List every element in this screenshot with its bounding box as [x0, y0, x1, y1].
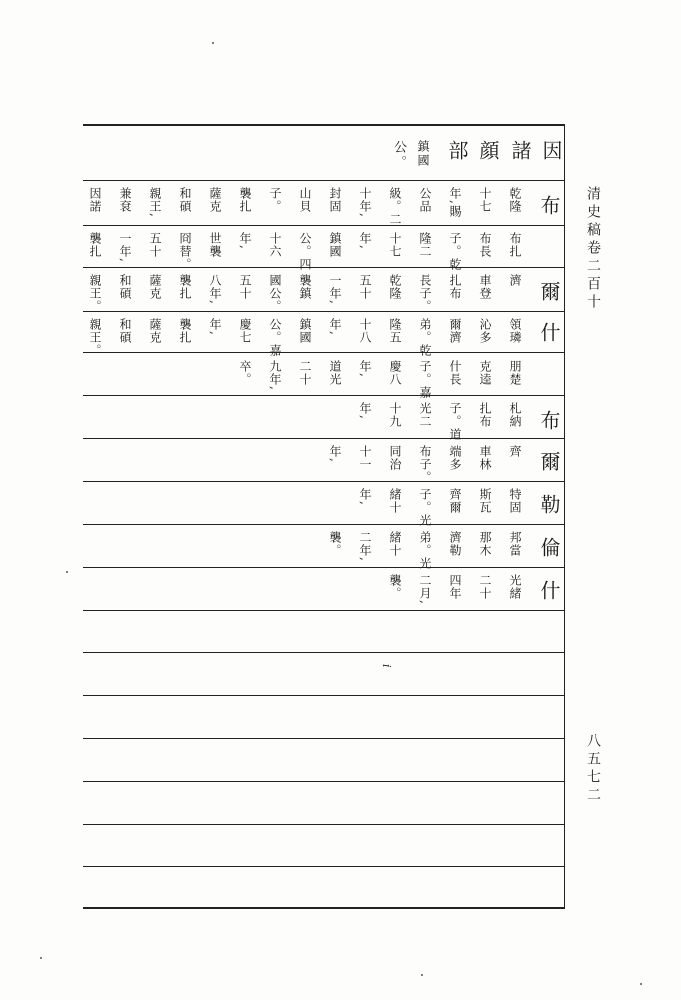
lower-cell: 二十	[478, 574, 492, 600]
lower-cell: 二月,	[418, 574, 432, 605]
title-char-3: 什	[537, 322, 561, 344]
grid-cell: 一年,	[328, 274, 342, 305]
top-rule	[83, 124, 565, 126]
lower-cell: 緒十	[388, 488, 402, 514]
grid-cell: 世襲	[208, 232, 222, 258]
grid-cell: 薩克	[208, 187, 222, 213]
grid-cell: 和碩	[178, 187, 192, 213]
grid-cell: 十年,	[358, 187, 372, 218]
lower-cell: 卒。	[238, 360, 252, 386]
lower-cell: 二年,	[358, 531, 372, 562]
speck	[212, 42, 214, 44]
stray-mark: i	[380, 664, 393, 670]
grid-cell: 和碩	[118, 318, 132, 344]
grid-cell: 十六	[268, 232, 282, 258]
speck	[421, 974, 423, 976]
rule-row14	[83, 738, 565, 739]
lower-cell: 十九	[388, 402, 402, 428]
page-number: 八五七二	[585, 733, 601, 805]
grid-cell: 因諾	[88, 187, 102, 213]
grid-cell: 爾濟	[448, 318, 462, 344]
lower-cell: 特固	[508, 488, 522, 514]
title-char-2: 爾	[537, 281, 561, 303]
bottom-rule	[83, 907, 565, 909]
grid-cell: 五十	[358, 274, 372, 300]
rule-row4	[83, 311, 565, 312]
lower-cell: 什長	[448, 360, 462, 386]
grid-cell: 五十	[238, 274, 252, 300]
grid-cell: 乾隆	[388, 274, 402, 300]
grid-cell: 級。二	[388, 187, 402, 226]
rule-row9	[83, 524, 565, 525]
title-char-5: 爾	[537, 451, 561, 473]
title-char-4: 布	[537, 410, 561, 432]
grid-cell: 親王,	[148, 187, 162, 218]
grid-cell: 沁多	[478, 318, 492, 344]
rule-row6	[83, 395, 565, 396]
title-char-8: 什	[537, 580, 561, 602]
lower-cell: 光緒	[508, 574, 522, 600]
grid-cell: 封固	[328, 187, 342, 213]
grid-cell: 子。	[268, 187, 282, 213]
grid-cell: 年,	[238, 232, 252, 250]
lower-cell: 九年,	[268, 360, 282, 391]
book-title: 清史稿卷二百十	[585, 186, 601, 312]
lower-cell: 扎布	[478, 402, 492, 428]
grid-cell: 十七	[388, 232, 402, 258]
lower-cell: 襲。	[388, 574, 402, 600]
lower-cell: 四年	[448, 574, 462, 600]
rule-row3	[83, 267, 565, 268]
lower-cell: 濟勒	[448, 531, 462, 557]
header-col-1: 因	[539, 140, 563, 162]
grid-cell: 和碩	[118, 274, 132, 300]
speck	[40, 957, 42, 959]
grid-cell: 薩克	[148, 318, 162, 344]
grid-cell: 乾隆	[508, 187, 522, 213]
lower-cell: 二十	[298, 360, 312, 386]
lower-cell: 慶八	[388, 360, 402, 386]
grid-cell: 襲扎	[178, 318, 192, 344]
speck	[640, 983, 642, 985]
rule-row1	[83, 180, 565, 181]
grid-cell: 年,	[208, 318, 222, 336]
grid-cell: 布扎	[508, 232, 522, 258]
grid-cell: 襲扎	[238, 187, 252, 213]
lower-cell: 朋楚	[508, 360, 522, 386]
grid-cell: 公品	[418, 187, 432, 213]
lower-cell: 光二	[418, 402, 432, 428]
grid-cell: 領璘	[508, 318, 522, 344]
rule-row2	[83, 225, 565, 226]
grid-cell: 十七	[478, 187, 492, 213]
header-col-6: 公。	[391, 140, 406, 170]
lower-cell: 布子。	[418, 445, 432, 484]
lower-cell: 弟。光	[418, 531, 432, 570]
lower-cell: 年,	[358, 360, 372, 378]
rule-row8	[83, 481, 565, 482]
grid-cell: 襲扎	[178, 274, 192, 300]
grid-cell: 冏替。	[178, 232, 192, 271]
lower-cell: 子。道	[448, 402, 462, 441]
grid-cell: 薩克	[148, 274, 162, 300]
lower-cell: 車林	[478, 445, 492, 471]
title-char-6: 勒	[537, 494, 561, 516]
right-frame	[564, 124, 565, 909]
grid-cell: 年,賜	[448, 187, 462, 218]
lower-cell: 年,	[328, 445, 342, 463]
grid-cell: 扎布	[448, 274, 462, 300]
lower-cell: 斯瓦	[478, 488, 492, 514]
grid-cell: 襲扎	[88, 232, 102, 258]
grid-cell: 弟。乾	[418, 318, 432, 357]
rule-row12	[83, 652, 565, 653]
title-char-7: 倫	[537, 537, 561, 559]
lower-cell: 齊爾	[448, 488, 462, 514]
grid-cell: 兼袞	[118, 187, 132, 213]
lower-cell: 端多	[448, 445, 462, 471]
lower-cell: 緒十	[388, 531, 402, 557]
grid-cell: 十八	[358, 318, 372, 344]
rule-row17	[83, 866, 565, 867]
grid-cell: 親王。	[88, 274, 102, 313]
rule-row11	[83, 610, 565, 611]
grid-cell: 國公。	[268, 274, 282, 313]
rule-row15	[83, 781, 565, 782]
grid-cell: 親王。	[88, 318, 102, 357]
grid-cell: 襲鎮	[298, 274, 312, 300]
grid-cell: 鎮國	[328, 232, 342, 258]
lower-cell: 札納	[508, 402, 522, 428]
header-col-3: 顔	[476, 140, 500, 162]
lower-cell: 年,	[358, 488, 372, 506]
lower-cell: 子。嘉	[418, 360, 432, 399]
rule-row16	[83, 824, 565, 825]
grid-cell: 公。嘉	[268, 318, 282, 357]
grid-cell: 子。乾	[448, 232, 462, 271]
grid-cell: 五十	[148, 232, 162, 258]
grid-cell: 鎮國	[298, 318, 312, 344]
lower-cell: 邦當	[508, 531, 522, 557]
lower-cell: 克逵	[478, 360, 492, 386]
header-col-2: 諸	[508, 140, 532, 162]
grid-cell: 慶七	[238, 318, 252, 344]
grid-cell: 隆五	[388, 318, 402, 344]
rule-row7	[83, 438, 565, 439]
lower-cell: 道光	[328, 360, 342, 386]
grid-cell: 山貝	[298, 187, 312, 213]
grid-cell: 長子。	[418, 274, 432, 313]
grid-cell: 年,	[328, 318, 342, 336]
rule-row13	[83, 695, 565, 696]
grid-cell: 年,	[358, 232, 372, 250]
header-col-5: 鎮國	[416, 140, 430, 168]
rule-row10	[83, 567, 565, 568]
header-col-4: 部	[445, 140, 469, 162]
speck	[66, 571, 68, 573]
lower-cell: 那木	[478, 531, 492, 557]
lower-cell: 子。光	[418, 488, 432, 527]
lower-cell: 年,	[358, 402, 372, 420]
lower-cell: 同治	[388, 445, 402, 471]
grid-cell: 布長	[478, 232, 492, 258]
lower-cell: 齊	[508, 445, 522, 458]
grid-cell: 公。四	[298, 232, 312, 271]
grid-cell: 一年,	[118, 232, 132, 263]
rule-row5	[83, 352, 565, 353]
lower-cell: 十一	[358, 445, 372, 471]
grid-cell: 隆二	[418, 232, 432, 258]
grid-cell: 車登	[478, 274, 492, 300]
grid-cell: 八年,	[208, 274, 222, 305]
grid-cell: 濟	[508, 274, 522, 287]
title-char-1: 布	[537, 195, 561, 217]
lower-cell: 襲。	[328, 531, 342, 557]
